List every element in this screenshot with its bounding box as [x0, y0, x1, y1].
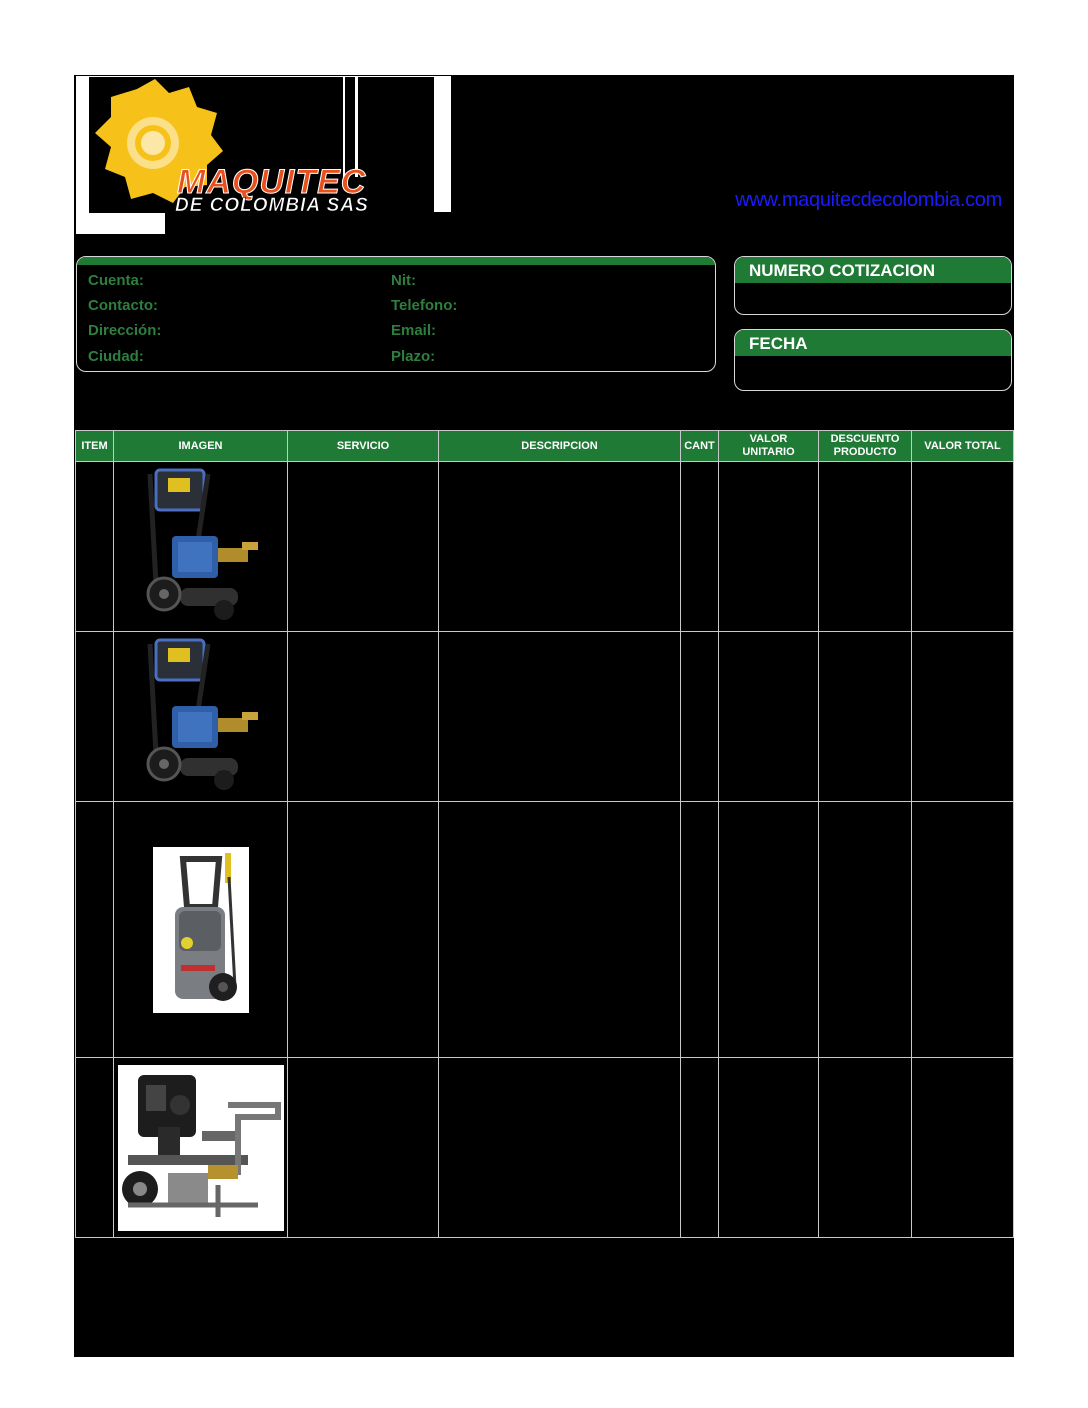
- label-ciudad: Ciudad:: [88, 348, 144, 365]
- label-direccion: Dirección:: [88, 322, 162, 339]
- cell-valor-total: [912, 1058, 1014, 1238]
- table-row: [76, 632, 1014, 802]
- cell-servicio: [288, 1058, 439, 1238]
- quote-number-box: [734, 256, 1012, 315]
- cell-valor-total: [912, 632, 1014, 802]
- cell-item: [76, 462, 114, 632]
- cell-descuento: [819, 462, 912, 632]
- cell-valor-unitario: [719, 1058, 819, 1238]
- company-logo: [89, 77, 434, 213]
- cell-valor-total: [912, 802, 1014, 1058]
- cell-descripcion: [439, 462, 681, 632]
- cell-imagen: [114, 462, 288, 632]
- cell-valor-unitario: [719, 632, 819, 802]
- cell-cant: [681, 462, 719, 632]
- cell-valor-total: [912, 462, 1014, 632]
- cell-descuento: [819, 1058, 912, 1238]
- website-link[interactable]: www.maquitecdecolombia.com: [735, 189, 1002, 211]
- cell-imagen: [114, 802, 288, 1058]
- header-valor-unitario-line1: VALOR: [749, 433, 788, 445]
- logo-background-tab: [76, 211, 165, 234]
- label-telefono: Telefono:: [391, 297, 458, 314]
- cell-servicio: [288, 632, 439, 802]
- cell-descuento: [819, 802, 912, 1058]
- items-table: [75, 430, 1014, 1238]
- header-descuento-line2: PRODUCTO: [833, 446, 897, 458]
- table-row: [76, 462, 1014, 632]
- header-imagen: IMAGEN: [114, 431, 288, 462]
- label-plazo: Plazo:: [391, 348, 436, 365]
- pressure-washer-cart-image: [136, 464, 266, 630]
- label-email: Email:: [391, 322, 437, 339]
- cell-servicio: [288, 462, 439, 632]
- label-nit: Nit:: [391, 272, 416, 289]
- cell-imagen: [114, 632, 288, 802]
- logo-text-sub: DE COLOMBIA SAS: [175, 195, 369, 213]
- cell-item: [76, 802, 114, 1058]
- header-descuento-line1: DESCUENTO: [830, 433, 900, 445]
- header-valor-total: VALOR TOTAL: [912, 431, 1014, 462]
- header-valor-unitario-line2: UNITARIO: [742, 446, 795, 458]
- client-box-header: [77, 257, 715, 265]
- label-contacto: Contacto:: [88, 297, 158, 314]
- cell-valor-unitario: [719, 802, 819, 1058]
- cell-item: [76, 1058, 114, 1238]
- cell-servicio: [288, 802, 439, 1058]
- client-info-box: [76, 256, 716, 372]
- header-descripcion: DESCRIPCION: [439, 431, 681, 462]
- pressure-washer-cart-image: [136, 634, 266, 800]
- cell-cant: [681, 1058, 719, 1238]
- table-header-row: [76, 431, 1014, 462]
- table-row: [76, 1058, 1014, 1238]
- pressure-washer-upright-image: [153, 847, 249, 1013]
- table-row: [76, 802, 1014, 1058]
- cell-descuento: [819, 632, 912, 802]
- cell-item: [76, 632, 114, 802]
- cell-descripcion: [439, 1058, 681, 1238]
- label-cuenta: Cuenta:: [88, 272, 144, 289]
- cell-descripcion: [439, 802, 681, 1058]
- cell-descripcion: [439, 632, 681, 802]
- header-cant: CANT: [681, 431, 719, 462]
- header-item: ITEM: [76, 431, 114, 462]
- quote-number-title: NUMERO COTIZACION: [735, 257, 1011, 283]
- date-title: FECHA: [735, 330, 1011, 356]
- logo-text-main: MAQUITEC: [177, 163, 367, 201]
- cell-valor-unitario: [719, 462, 819, 632]
- header-valor-unitario: [719, 431, 819, 462]
- cell-cant: [681, 802, 719, 1058]
- engine-pressure-washer-image: [118, 1065, 284, 1231]
- header-descuento: [819, 431, 912, 462]
- cell-imagen: [114, 1058, 288, 1238]
- cell-cant: [681, 632, 719, 802]
- quote-sheet: [74, 75, 1014, 1357]
- header-servicio: SERVICIO: [288, 431, 439, 462]
- date-box: [734, 329, 1012, 391]
